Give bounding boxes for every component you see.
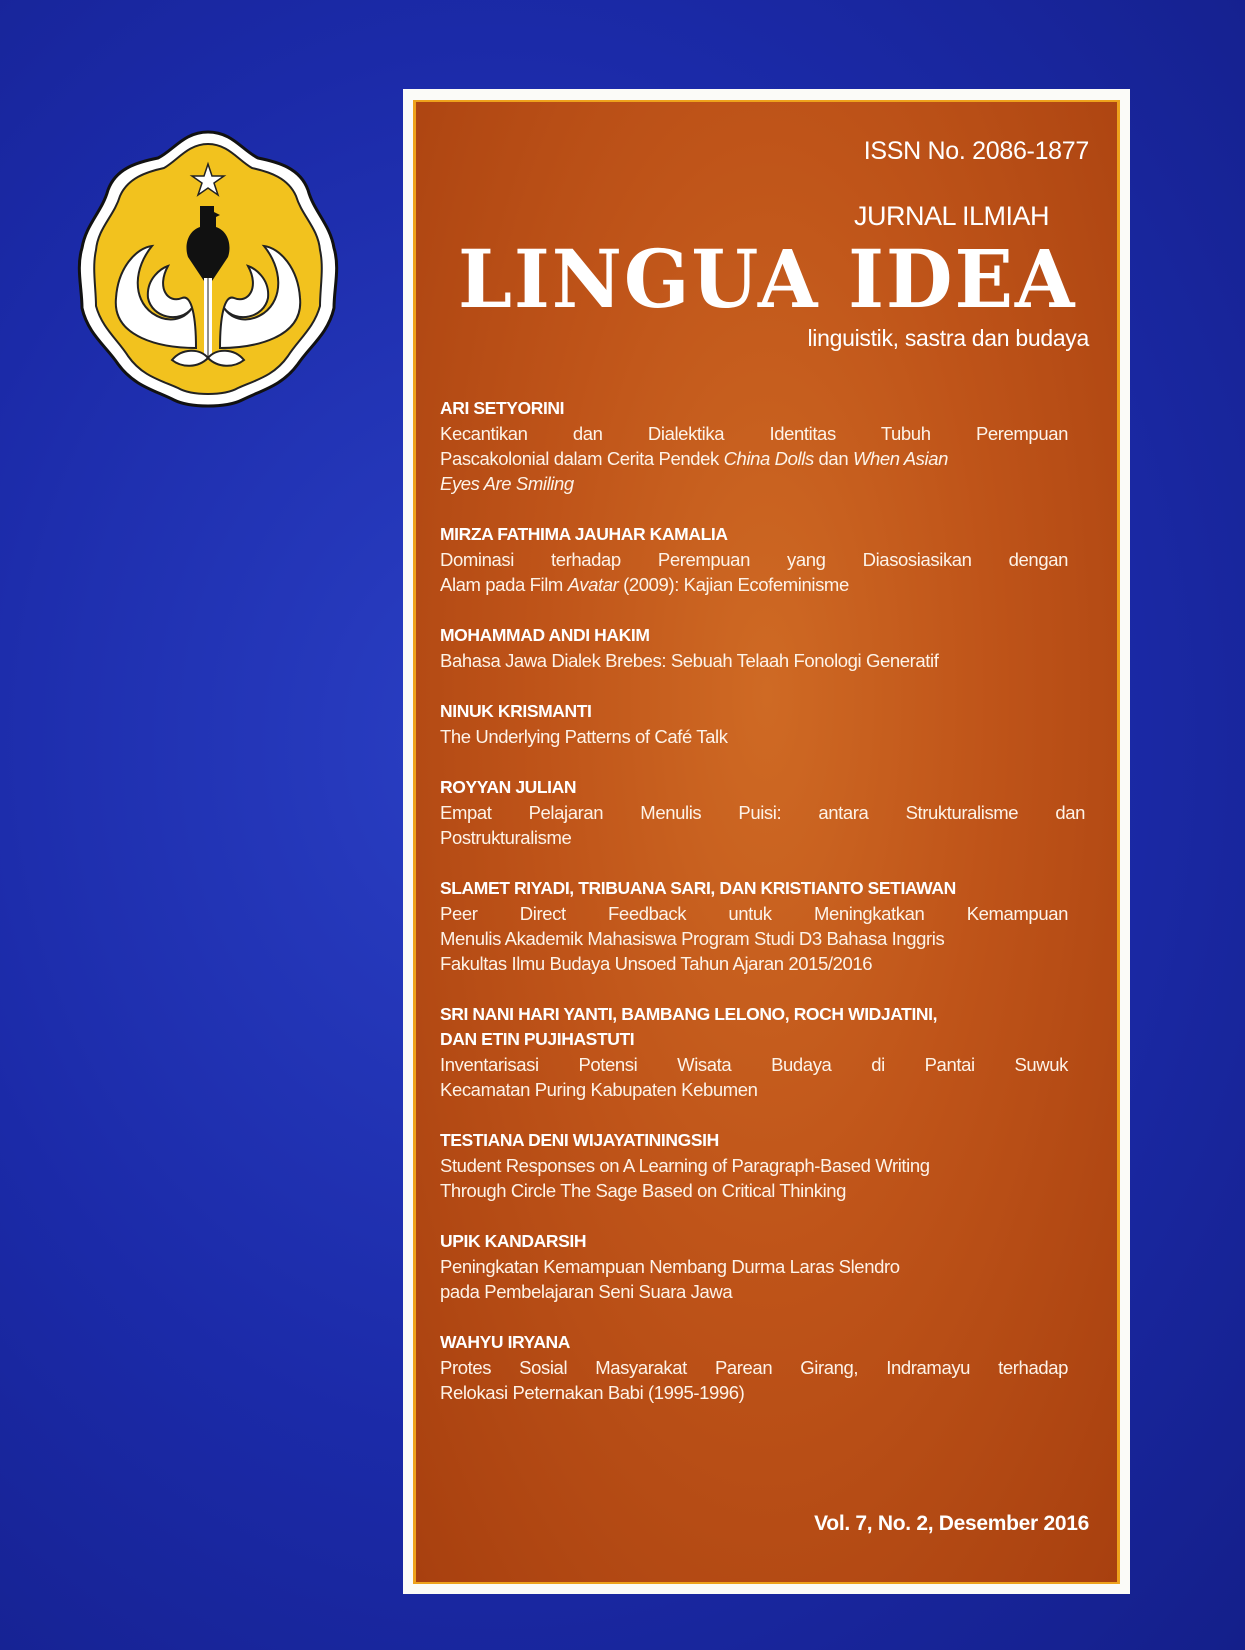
article-entry — [440, 1330, 1090, 1405]
article-title-line: Protes Sosial Masyarakat Parean Girang, Indramayu terhadap — [440, 1357, 1068, 1378]
article-author: DAN ETIN PUJIHASTUTI — [440, 1029, 635, 1049]
article-author: TESTIANA DENI WIJAYATININGSIH — [440, 1130, 719, 1150]
article-title-line: Student Responses on A Learning of Paragraph-Based Writing — [440, 1155, 930, 1176]
article-title-line: Dominasi terhadap Perempuan yang Diasosiasikan dengan — [440, 549, 1068, 570]
article-entry — [440, 775, 1090, 850]
article-title-line — [440, 471, 1090, 496]
article-entry — [440, 699, 1090, 749]
article-author: WAHYU IRYANA — [440, 1332, 571, 1352]
article-entry — [440, 1128, 1090, 1203]
article-entry — [440, 876, 1090, 976]
article-title-line: Empat Pelajaran Menulis Puisi: antara Strukturalisme dan — [440, 802, 1085, 823]
cover-frame — [403, 89, 1130, 1594]
title-italic: China Dolls — [723, 448, 814, 469]
journal-subtitle: linguistik, sastra dan budaya — [807, 325, 1089, 351]
article-title-line: pada Pembelajaran Seni Suara Jawa — [440, 1281, 733, 1302]
title-text: dan — [813, 448, 853, 469]
article-author: NINUK KRISMANTI — [440, 701, 592, 721]
article-author: ROYYAN JULIAN — [440, 777, 577, 797]
title-italic: Eyes Are Smiling — [440, 473, 574, 494]
article-title-line — [440, 572, 1090, 597]
article-title-line — [440, 446, 1090, 471]
article-author: UPIK KANDARSIH — [440, 1231, 587, 1251]
article-author: MOHAMMAD ANDI HAKIM — [440, 625, 650, 645]
volume-info: Vol. 7, No. 2, Desember 2016 — [814, 1512, 1089, 1535]
university-emblem-logo — [72, 128, 344, 410]
article-title-line: Kecantikan dan Dialektika Identitas Tubuh Perempuan — [440, 423, 1068, 444]
article-author: SLAMET RIYADI, TRIBUANA SARI, DAN KRISTIANTO SETIAWAN — [440, 878, 956, 898]
table-of-contents — [440, 396, 1090, 1431]
article-title-line: Peer Direct Feedback untuk Meningkatkan Kemampuan — [440, 903, 1068, 924]
article-title-line: Through Circle The Sage Based on Critical Thinking — [440, 1180, 847, 1201]
issn-number: ISSN No. 2086-1877 — [863, 137, 1089, 165]
title-italic: When Asian — [852, 448, 949, 469]
article-title-line: Menulis Akademik Mahasiswa Program Studi D3 Bahasa Inggris — [440, 928, 945, 949]
title-text: (2009): Kajian Ecofeminisme — [618, 574, 849, 595]
article-title-line: Fakultas Ilmu Budaya Unsoed Tahun Ajaran 2015/2016 — [440, 953, 873, 974]
cover-panel — [416, 102, 1117, 1582]
article-entry — [440, 396, 1090, 496]
article-entry — [440, 1229, 1090, 1304]
article-title-line: Kecamatan Puring Kabupaten Kebumen — [440, 1079, 758, 1100]
article-title-line: Inventarisasi Potensi Wisata Budaya di Pantai Suwuk — [440, 1054, 1068, 1075]
article-author: SRI NANI HARI YANTI, BAMBANG LELONO, ROCH WIDJATINI, — [440, 1004, 938, 1024]
article-entry — [440, 1002, 1090, 1102]
article-author: MIRZA FATHIMA JAUHAR KAMALIA — [440, 524, 728, 544]
article-title-line: The Underlying Patterns of Café Talk — [440, 726, 728, 747]
article-entry — [440, 623, 1090, 673]
journal-series: JURNAL ILMIAH — [853, 201, 1049, 231]
article-author: ARI SETYORINI — [440, 398, 565, 418]
title-text: Alam pada Film — [440, 574, 568, 595]
title-text: Pascakolonial dalam Cerita Pendek — [440, 448, 724, 469]
journal-title: LINGUA IDEA — [458, 232, 1077, 326]
article-entry — [440, 522, 1090, 597]
article-title-line: Peningkatan Kemampuan Nembang Durma Laras Slendro — [440, 1256, 900, 1277]
title-italic: Avatar — [567, 574, 619, 595]
article-title-line: Relokasi Peternakan Babi (1995-1996) — [440, 1382, 745, 1403]
article-title-line: Bahasa Jawa Dialek Brebes: Sebuah Telaah Fonologi Generatif — [440, 650, 939, 671]
article-title-line: Postrukturalisme — [440, 827, 572, 848]
